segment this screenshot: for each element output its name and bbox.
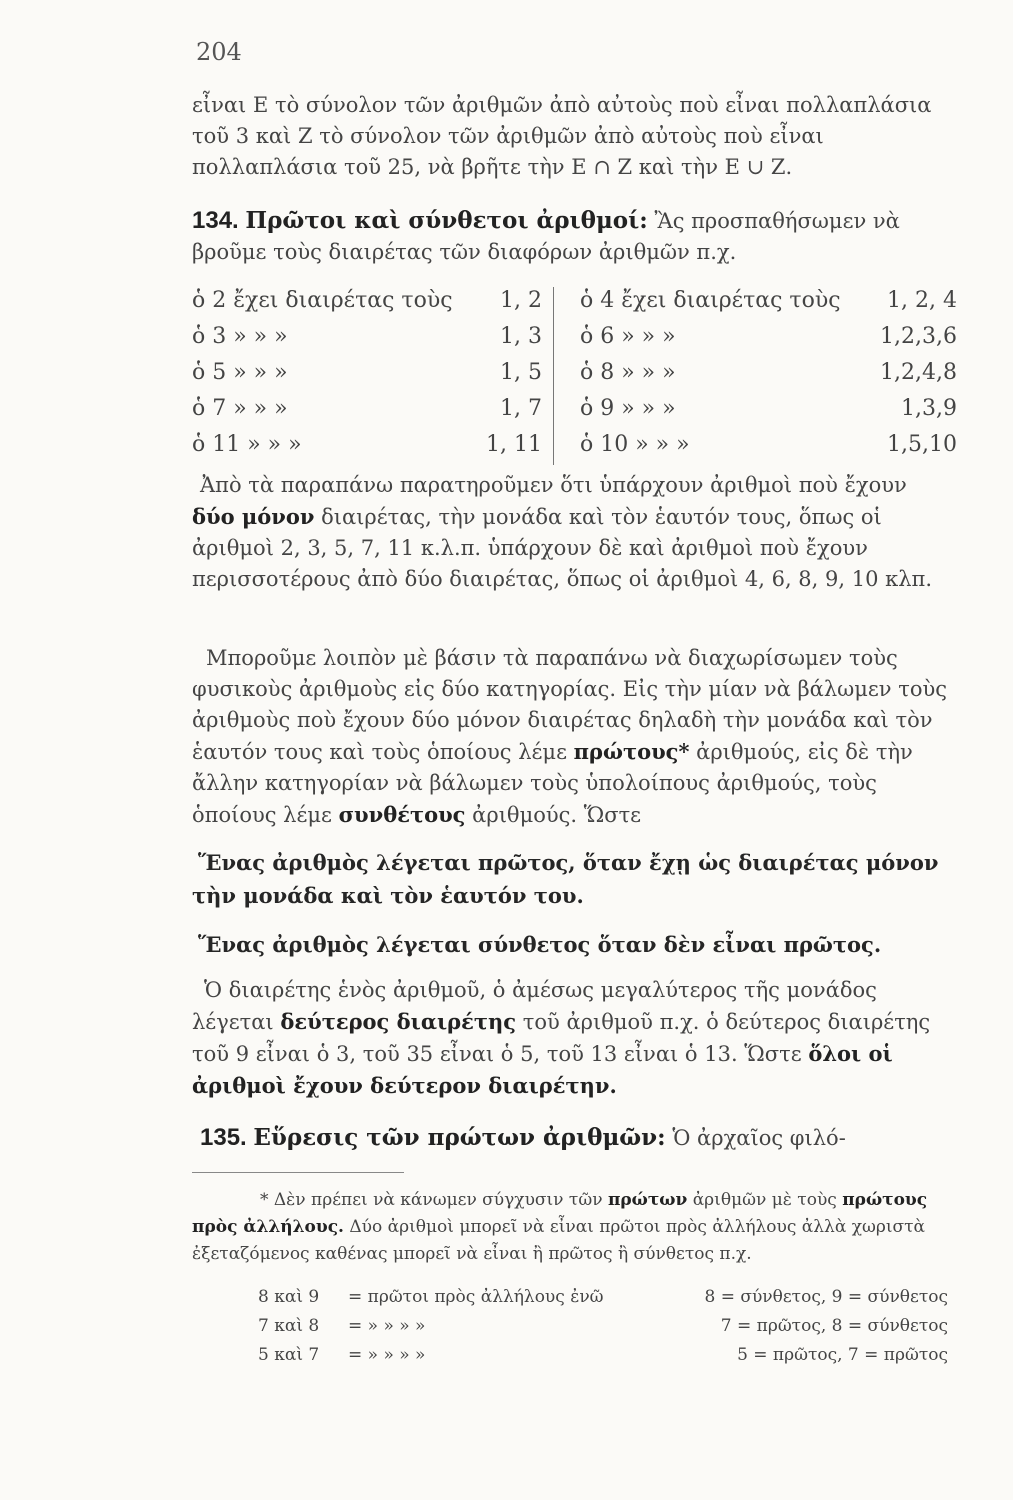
divisor-values: 1, 7 [500, 396, 542, 421]
section-135-text: Ὁ ἀρχαῖος φιλό- [672, 1126, 846, 1150]
classification-text: Μποροῦμε λοιπὸν μὲ βάσιν τὰ παραπάνω νὰ διαχωρίσωμεν τοὺς φυσικοὺς ἀριθμοὺς εἰς δύο κατηγορίας. Εἰς τὴν μίαν νὰ βάλωμεν τοὺς ἀριθμοὺς ποὺ ἔχουν δύο μόνον διαιρέτας δηλαδὴ τὴν μονάδα καὶ τὸν ἑαυτόν τους καὶ τοὺς ὁποίους λέμε [192, 646, 948, 764]
footnote-table-row [258, 1283, 948, 1312]
divisor-row [580, 391, 957, 427]
divisor-label: ὁ 2 ἔχει διαιρέτας τοὺς [192, 288, 453, 313]
divisor-values: 1,5,10 [887, 432, 957, 457]
divisor-label: ὁ 4 ἔχει διαιρέτας τοὺς [580, 288, 841, 313]
divisor-row [192, 427, 542, 463]
relation: = πρῶτοι πρὸς ἀλλήλους ἐνῶ [348, 1287, 604, 1307]
page-number: 204 [196, 38, 242, 66]
footnote-text-end: Δύο ἀριθμοὶ μπορεῖ νὰ εἶναι πρῶτοι πρὸς ἀλλήλους ἀλλὰ χωριστὰ ἐξεταζόμενος καθένας μπορεῖ νὰ εἶναι ἢ πρῶτος ἢ σύνθετος π.χ. [192, 1217, 926, 1264]
divisor-values: 1,2,4,8 [880, 360, 957, 385]
definition-prime: Ἕνας ἀριθμὸς λέγεται πρῶτος, ὅταν ἔχῃ ὡς διαιρέτας μόνον τὴν μονάδα καὶ τὸν ἑαυτόν του. [192, 850, 939, 908]
divisor-label: ὁ 3 » » » [192, 324, 288, 349]
footnote-body [192, 1187, 954, 1268]
divisor-row [580, 319, 957, 355]
term-prime: πρώτους* [573, 739, 690, 764]
pair: 7 καὶ 8 [258, 1316, 320, 1336]
footnote [192, 1187, 954, 1268]
definition-composite: Ἕνας ἀριθμὸς λέγεται σύνθετος ὅταν δὲν εἶναι πρῶτος. [198, 932, 882, 957]
divisor-label: ὁ 11 » » » [192, 432, 302, 457]
divisor-values: 1, 2, 4 [887, 288, 957, 313]
second-divisor-conclusion: ὅλοι οἱ ἀριθμοὶ ἔχουν δεύτερον διαιρέτην. [192, 1041, 893, 1098]
section-135 [192, 1122, 954, 1154]
divisor-row [192, 355, 542, 391]
section-134-title: Πρῶτοι καὶ σύνθετοι ἀριθμοί: [245, 207, 648, 234]
paragraph-classification [192, 643, 954, 831]
divisor-row [580, 283, 957, 319]
observation-text-rest: διαιρέτας, τὴν μονάδα καὶ τὸν ἑαυτόν τους, ὅπως οἱ ἀριθμοὶ 2, 3, 5, 7, 11 κ.λ.π. ὑπάρχουν δὲ καὶ ἀριθμοὶ ποὺ ἔχουν περισσοτέρους ἀπὸ δύο διαιρέτας, ὅπως οἱ ἀριθμοὶ 4, 6, 8, 9, 10 κλπ. [192, 505, 933, 591]
divisor-label: ὁ 6 » » » [580, 324, 676, 349]
divisor-row [192, 319, 542, 355]
divisor-label: ὁ 9 » » » [580, 396, 676, 421]
term-composite: συνθέτους [338, 802, 466, 827]
divisors-right-column [580, 283, 957, 463]
table-divider [553, 287, 554, 465]
section-134 [192, 205, 954, 268]
divisor-label: ὁ 8 » » » [580, 360, 676, 385]
pair: 5 καὶ 7 [258, 1345, 320, 1365]
paragraph-observation [192, 470, 954, 595]
footnote-emphasis-2: πρώτους πρὸς ἀλλήλους. [192, 1190, 928, 1237]
divisor-row [192, 391, 542, 427]
result: 5 = πρῶτος, 7 = πρῶτος [737, 1345, 948, 1365]
divisor-row [580, 427, 957, 463]
section-134-number: 134. [192, 207, 239, 234]
footnote-rule [192, 1172, 404, 1173]
footnote-table-row [258, 1312, 948, 1341]
observation-text: Ἀπὸ τὰ παραπάνω παρατηροῦμεν ὅτι ὑπάρχουν ἀριθμοὶ ποὺ ἔχουν [200, 473, 907, 497]
result: 7 = πρῶτος, 8 = σύνθετος [720, 1316, 948, 1336]
divisor-values: 1,3,9 [901, 396, 957, 421]
relation: = » » » » [348, 1316, 426, 1336]
classification-text-end: ἀριθμούς. Ὥστε [472, 803, 642, 827]
divisor-label: ὁ 10 » » » [580, 432, 690, 457]
footnote-emphasis: πρώτων [607, 1190, 688, 1210]
section-134-text: Ἂς προσπαθήσωμεν νὰ βροῦμε τοὺς διαιρέτας τῶν διαφόρων ἀριθμῶν π.χ. [192, 209, 900, 264]
divisor-values: 1, 11 [486, 432, 542, 457]
intro-paragraph: εἶναι Ε τὸ σύνολον τῶν ἀριθμῶν ἀπὸ αὐτοὺς ποὺ εἶναι πολλαπλάσια τοῦ 3 καὶ Ζ τὸ σύνολον τῶν ἀριθμῶν ἀπὸ αὐτοὺς ποὺ εἶναι πολλαπλάσια τοῦ 25, νὰ βρῆτε τὴν Ε ∩ Ζ καὶ τὴν Ε ∪ Ζ. [192, 93, 932, 179]
footnote-text: * Δὲν πρέπει νὰ κάνωμεν σύγχυσιν τῶν [260, 1190, 603, 1210]
footnote-table [258, 1283, 948, 1370]
divisor-label: ὁ 5 » » » [192, 360, 288, 385]
result: 8 = σύνθετος, 9 = σύνθετος [704, 1287, 948, 1307]
classification-text-mid: ἀριθμούς, εἰς δὲ τὴν ἄλλην κατηγορίαν νὰ βάλωμεν τοὺς ὑπολοίπους ἀριθμούς, τοὺς ὁποίους λέμε [192, 740, 913, 827]
divisors-left-column [192, 283, 542, 463]
divisor-values: 1,2,3,6 [880, 324, 957, 349]
divisor-values: 1, 5 [500, 360, 542, 385]
footnote-text-mid: ἀριθμῶν μὲ τοὺς [692, 1190, 837, 1210]
observation-emphasis: δύο μόνον [192, 504, 315, 529]
divisor-values: 1, 2 [500, 288, 542, 313]
divisor-values: 1, 3 [500, 324, 542, 349]
divisor-row [192, 283, 542, 319]
pair: 8 καὶ 9 [258, 1287, 320, 1307]
section-135-title: Εὕρεσις τῶν πρώτων ἀριθμῶν: [253, 1124, 666, 1151]
divisor-row [580, 355, 957, 391]
divisor-label: ὁ 7 » » » [192, 396, 288, 421]
footnote-table-row [258, 1341, 948, 1370]
term-second-divisor: δεύτερος διαιρέτης [280, 1009, 517, 1034]
second-divisor-text-mid: τοῦ ἀριθμοῦ π.χ. ὁ δεύτερος διαιρέτης τοῦ 9 εἶναι ὁ 3, τοῦ 35 εἶναι ὁ 5, τοῦ 13 εἶναι ὁ 13. Ὥστε [192, 1010, 931, 1066]
relation: = » » » » [348, 1345, 426, 1365]
section-135-number: 135. [200, 1124, 247, 1151]
second-divisor-text: Ὁ διαιρέτης ἑνὸς ἀριθμοῦ, ὁ ἀμέσως μεγαλύτερος τῆς μονάδος λέγεται [192, 978, 877, 1034]
paragraph-second-divisor [192, 975, 954, 1102]
